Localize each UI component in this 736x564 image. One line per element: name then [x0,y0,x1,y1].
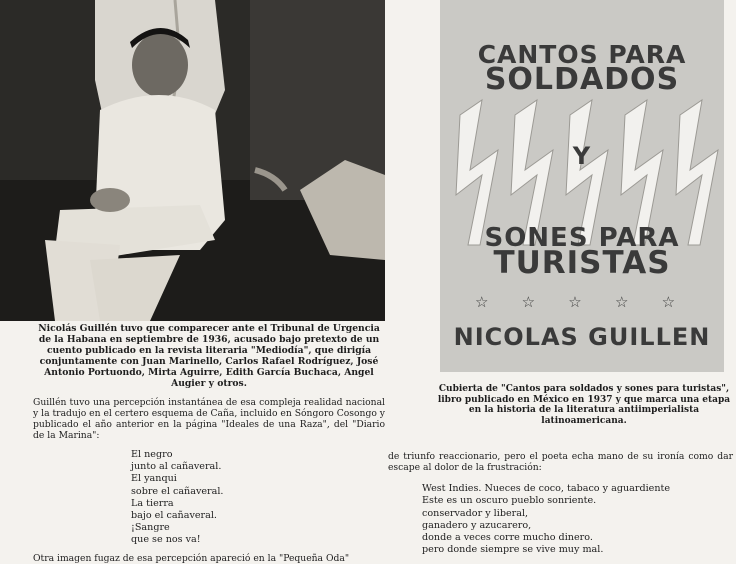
poem-line: Este es un oscuro pueblo sonriente. [422,495,597,507]
poem-line: ¡Sangre [131,522,170,534]
poem-line: West Indies. Nueces de coco, tabaco y aguardiente [422,483,671,494]
cover-title-line2: SOLDADOS [484,62,680,97]
poem-line: ganadero y azucarero, [422,519,532,531]
cover-author: NICOLAS GUILLEN [453,323,711,351]
cover-caption: Cubierta de "Cantos para soldados y sones para turistas", libro publicado en México en 1937 y que marca una etapa en la historia de la literatura antiimperialista latinoamericana. [437,384,731,426]
photograph-guillen [0,0,385,321]
right-paragraph: de triunfo reaccionario, pero el poeta echa mano de su ironía como dar escape al dolor de la frustración: [388,451,733,473]
cover-title-and: Y [572,142,592,170]
poem-line: donde a veces corre mucho dinero. [422,532,593,544]
poem-line: El yanqui [131,473,177,485]
poem-line: sobre el cañaveral. [131,485,224,497]
poem-line: La tierra [131,497,174,509]
poem-line: que se nos va! [131,534,201,546]
book-cover [440,0,724,372]
poem-line: junto al cañaveral. [131,461,222,473]
poem-line: conservador y liberal, [422,507,529,519]
poem-cana [131,449,223,547]
poem-line: El negro [131,449,173,460]
cover-title-line4: TURISTAS [493,245,671,281]
poem-line: pero donde siempre se vive muy mal. [422,544,604,556]
cover-title-line3: SONES PARA [484,223,680,253]
poem-line: bajo el cañaveral. [131,510,217,522]
cover-title-line1: CANTOS PARA [477,40,687,69]
body-paragraph: Guillén tuvo una percepción instantánea de esa compleja realidad nacional y la tradujo en el certero esquema de Caña, incluido en Sóngoro Cosongo y publicado el año anterior en la página "Ideales de una Raza", del "Diario de la Marina": [33,397,385,441]
continuation-line: Otra imagen fugaz de esa percepción apareció en la "Pequeña Oda" [33,553,350,564]
poem-west-indies [422,483,670,557]
cover-stars: ☆ ☆ ☆ ☆ ☆ [474,293,690,311]
photo-caption: Nicolás Guillén tuvo que comparecer ante el Tribunal de Urgencia de la Habana en septiembre de 1936, acusado bajo pretexto de un cuento publicado en la revista literaria "Mediodía", que dirigía conjuntamente con Juan Marinello, Carlos Rafael Rodríguez, José Antonio Portuondo, Mirta Aguirre, Edith García Buchaca, Angel Augier y otros. [38,323,380,389]
